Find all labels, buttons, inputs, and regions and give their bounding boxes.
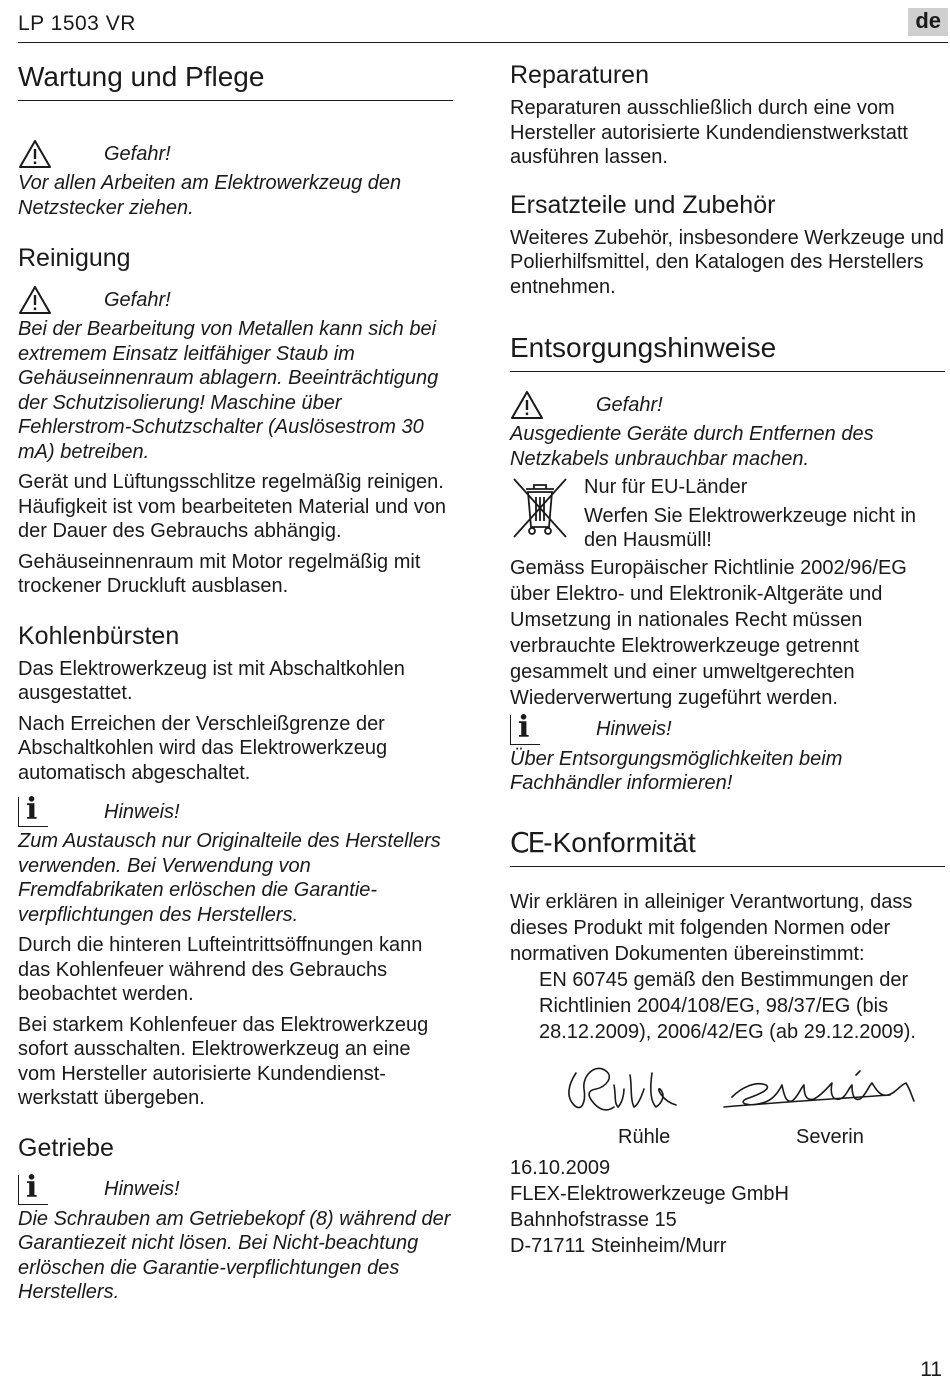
right-column [510, 60, 945, 1259]
warning-triangle-icon [18, 139, 52, 169]
signatory-ruehle: Rühle [618, 1125, 671, 1148]
body-text: Gemäss Europäischer Richtlinie 2002/96/EG über Elektro- und Elektronik-Altgeräte und Umsetzung in nationales Recht müssen verbrauchte Elektrowerkzeuge getrennt gesammelt und einer umweltgerechten Wiederverwertung zugeführt werden. [510, 556, 907, 709]
body-text: Durch die hinteren Lufteintrittsöffnungen kann das Kohlenfeuer während des Gebrauchs beobachtet werden. [18, 934, 423, 1005]
body-text: Nach Erreichen der Verschleißgrenze der Abschaltkohlen wird das Elektrowerkzeug automatisch abgeschaltet. [18, 712, 388, 784]
page-number: 11 [920, 1358, 942, 1381]
hint-label: Hinweis! [596, 718, 672, 740]
warning-triangle-icon [510, 390, 544, 420]
standards-text: EN 60745 gemäß den Bestimmungen der Richtlinien 2004/108/EG, 98/37/EG (bis 28.12.2009), 2006/42/EG (ab 29.12.2009). [539, 968, 916, 1043]
body-text: Bei starkem Kohlenfeuer das Elektrowerkzeug sofort ausschalten. Elektrowerkzeug an eine vom Hersteller autorisierte Kundendienst-werkstatt übergeben. [18, 1013, 429, 1109]
hint-block [510, 709, 945, 747]
hint-label: Hinweis! [104, 1178, 180, 1200]
hint-text: Über Entsorgungsmöglichkeiten beim Fachhändler informieren! [510, 747, 843, 794]
handwritten-signatures [510, 1045, 945, 1125]
warning-text: Vor allen Arbeiten am Elektrowerkzeug den Netzstecker ziehen. [18, 172, 402, 219]
model-name: LP 1503 VR [18, 12, 136, 35]
company-street: Bahnhofstrasse 15 [510, 1208, 677, 1231]
left-column [18, 60, 453, 1305]
section-title-wartung: Wartung und Pflege [18, 60, 453, 101]
section-title-getriebe: Getriebe [18, 1133, 114, 1162]
eu-only-text: Nur für EU-Länder [584, 476, 748, 498]
section-title-kohlenbuersten: Kohlenbürsten [18, 621, 180, 650]
section-title-ersatzteile: Ersatzteile und Zubehör [510, 190, 776, 219]
info-icon: i [18, 797, 48, 827]
body-text: Gehäuseinnenraum mit Motor regelmäßig mit trockener Druckluft ausblasen. [18, 550, 421, 597]
signatory-severin: Severin [796, 1125, 864, 1148]
hint-label: Hinweis! [104, 800, 180, 823]
body-text: Gerät und Lüftungsschlitze regelmäßig reinigen. Häufigkeit ist vom bearbeiteten Material und von der Dauer des Gebrauchs abhängig. [18, 471, 447, 542]
warning-block [18, 283, 453, 317]
body-text: Wir erklären in alleiniger Verantwortung, dass dieses Produkt mit folgenden Normen oder normativen Dokumenten übereinstimmt: [510, 890, 913, 965]
language-badge: de [908, 8, 948, 36]
warning-label: Gefahr! [104, 142, 171, 165]
warning-label: Gefahr! [104, 288, 171, 311]
crossed-bin-icon [510, 475, 570, 541]
warning-block [18, 137, 453, 171]
section-title-reparaturen: Reparaturen [510, 61, 649, 89]
body-text: Reparaturen ausschließlich durch eine vom Hersteller autorisierte Kundendienstwerkstatt ausführen lassen. [510, 97, 908, 168]
body-text: Das Elektrowerkzeug ist mit Abschaltkohlen ausgestattet. [18, 657, 405, 704]
info-icon: i [18, 1175, 48, 1205]
info-icon: i [510, 715, 540, 745]
company-name: FLEX-Elektrowerkzeuge GmbH [510, 1182, 789, 1205]
hint-block [18, 792, 453, 829]
page-header [18, 0, 948, 43]
warning-block [510, 388, 945, 422]
hint-text: Zum Austausch nur Originalteile des Herstellers verwenden. Bei Verwendung von Fremdfabrikaten erlöschen die Garantie-verpflichtungen des Herstellers. [18, 830, 441, 926]
weee-block [510, 475, 945, 553]
signatures [510, 1045, 945, 1125]
warning-triangle-icon [18, 285, 52, 315]
hint-block [18, 1169, 453, 1207]
company-city: D-71711 Steinheim/Murr [510, 1234, 727, 1257]
hint-text: Die Schrauben am Getriebekopf (8) während der Garantiezeit nicht lösen. Bei Nicht-beachtung erlöschen die Garantie-verpflichtungen des Herstellers. [18, 1207, 451, 1303]
section-title-entsorgung: Entsorgungshinweise [510, 331, 945, 372]
eu-instruction-text: Werfen Sie Elektrowerkzeuge nicht in den Hausmüll! [584, 504, 917, 551]
konformitaet-title-text: -Konformität [543, 826, 696, 858]
section-title-konformitaet [510, 826, 945, 867]
body-text: Weiteres Zubehör, insbesondere Werkzeuge und Polierhilfsmittel, den Katalogen des Herstellers entnehmen. [510, 226, 944, 298]
ce-mark-icon: CE [510, 825, 544, 859]
warning-text: Ausgediente Geräte durch Entfernen des Netzkabels unbrauchbar machen. [510, 423, 874, 470]
warning-text: Bei der Bearbeitung von Metallen kann sich bei extremem Einsatz leitfähiger Staub im Gehäuseinnenraum ablagern. Beeinträchtigung der Schutzisolierung! Maschine über Fehlerstrom-Schutzschalter (Auslösestrom 30 mA) betreiben. [18, 318, 439, 463]
section-title-reinigung: Reinigung [18, 244, 131, 272]
warning-label: Gefahr! [596, 393, 663, 416]
signatory-names [510, 1125, 945, 1149]
declaration-date: 16.10.2009 [510, 1156, 611, 1179]
